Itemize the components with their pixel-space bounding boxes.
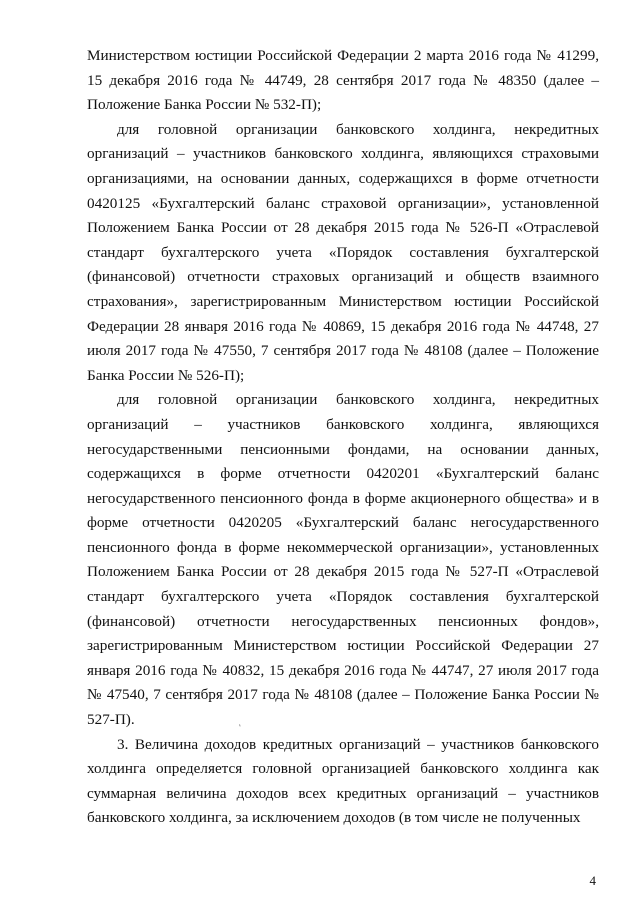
paragraph-pension-funds: для головной организации банковского холдинга, некредитных организаций – участников банковского холдинга, являющихся негосударственными пенсионными фондами, на основании данных, содержащихся в форме отчетности 0420201 «Бухгалтерский баланс негосударственного пенсионного фонда в форме акционерного общества» и в форме отчетности 0420205 «Бухгалтерский баланс негосударственного пенсионного фонда в форме некоммерческой организации», установленных Положением Банка России от 28 декабря 2015 года № 527-П «Отраслевой стандарт бухгалтерского учета «Порядок составления бухгалтерской (финансовой) отчетности негосударственных пенсионных фондов», зарегистрированным Министерством юстиции Российской Федерации 27 января 2016 года № 40832, 15 декабря 2016 года № 44747, 27 июля 2017 года № 47540, 7 сентября 2017 года № 48108 (далее – Положение Банка России № 527-П).: [87, 391, 599, 729]
paragraph-insurance-organizations: для головной организации банковского холдинга, некредитных организаций – участников банковского холдинга, являющихся страховыми организациями, на основании данных, содержащихся в форме отчетности 0420125 «Бухгалтерский баланс страховой организации», установленной Положением Банка России от 28 декабря 2015 года № 526-П «Отраслевой стандарт бухгалтерского учета «Порядок составления бухгалтерской (финансовой) отчетности страховых организаций и обществ взаимного страхования», зарегистрированным Министерством юстиции Российской Федерации 28 января 2016 года № 40869, 15 декабря 2016 года № 44748, 27 июля 2017 года № 47550, 7 сентября 2017 года № 48108 (далее – Положение Банка России № 526-П);: [87, 120, 599, 384]
scan-artifact-mark: `: [233, 723, 243, 734]
paragraph-continuation: Министерством юстиции Российской Федерации 2 марта 2016 года № 41299, 15 декабря 2016 года № 44749, 28 сентября 2017 года № 48350 (далее – Положение Банка России № 532-П);: [87, 47, 599, 114]
page-number: 4: [589, 873, 596, 888]
document-page: [87, 44, 599, 831]
paragraph-income-calculation: 3. Величина доходов кредитных организаций – участников банковского холдинга определяется головной организацией банковского холдинга как суммарная величина доходов всех кредитных организаций – участников банковского холдинга, за исключением доходов (в том числе не полученных: [87, 735, 599, 827]
